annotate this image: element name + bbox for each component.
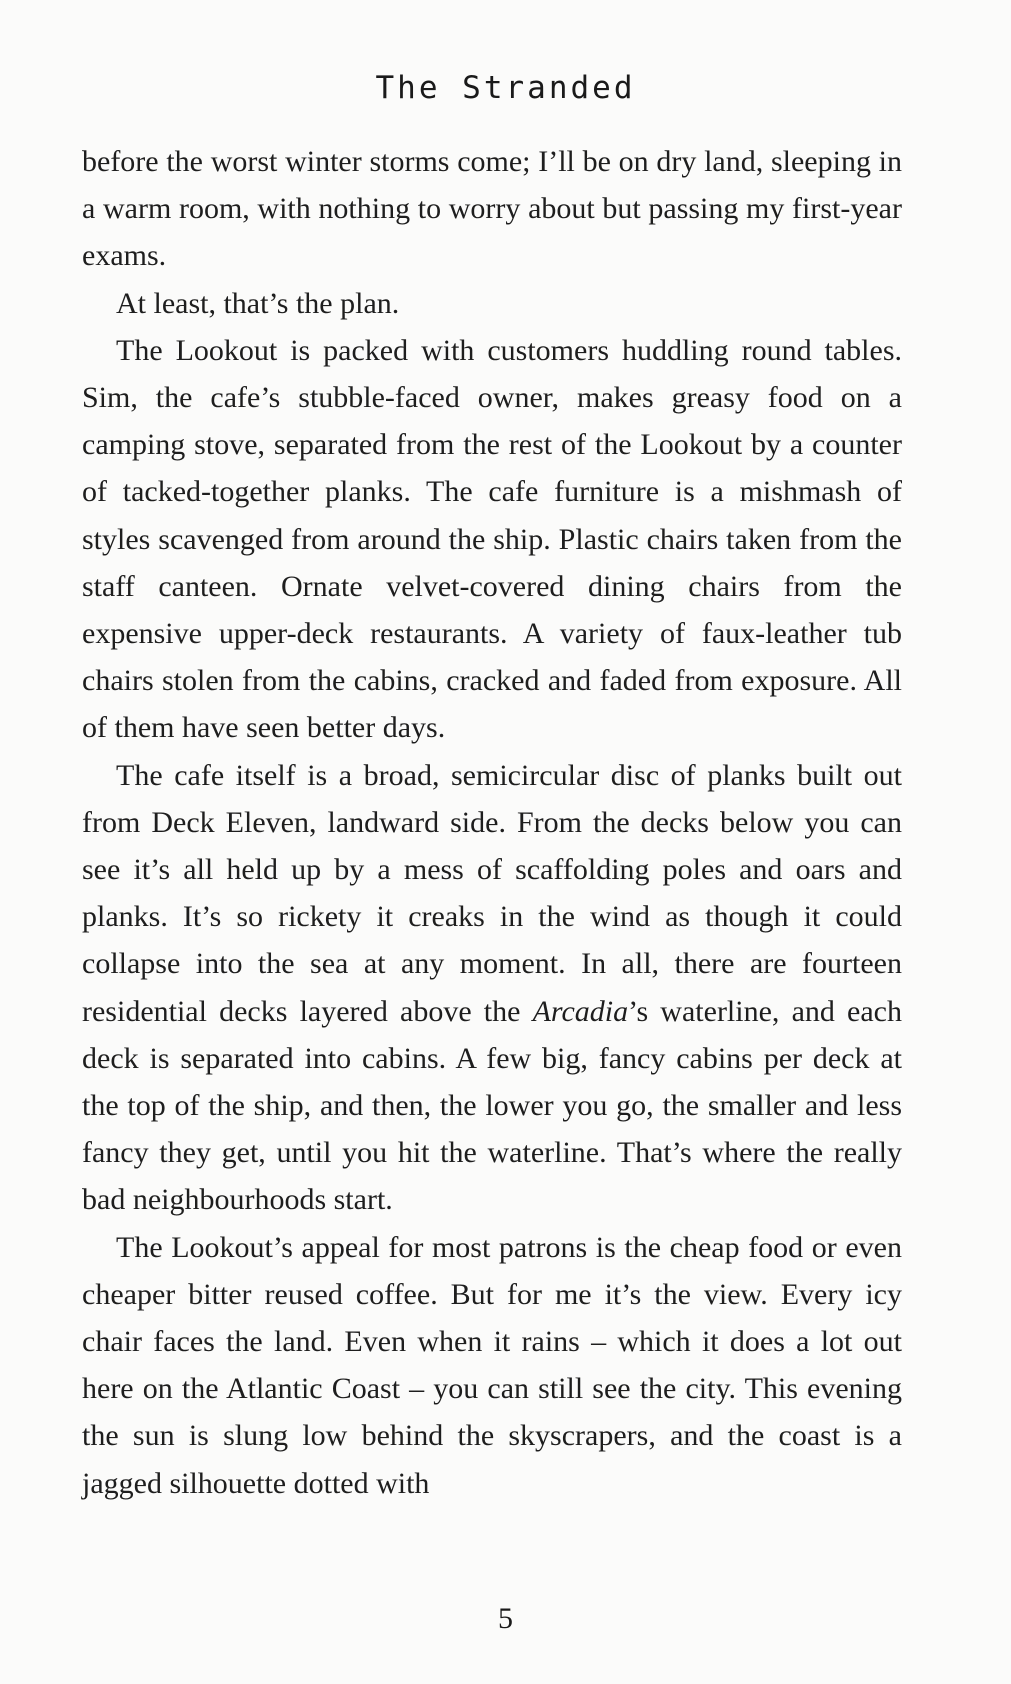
page-number: 5 xyxy=(498,1602,513,1635)
body-text xyxy=(82,138,902,1507)
paragraph-plan: At least, that’s the plan. xyxy=(116,286,400,320)
paragraph-cafe-structure-part-2: ’s waterline, and each deck is separated into cabins. A few big, fancy cabins per deck at the top of the ship, and then, the lower you go, the smaller and less fancy they get, until you hit the waterline. That’s where the really bad neighbourhoods start. xyxy=(82,994,902,1217)
ship-name-italic: Arcadia xyxy=(532,994,629,1028)
paragraph-cafe-structure xyxy=(82,752,902,1224)
paragraph-lookout-furniture: The Lookout is packed with customers huddling round tables. Sim, the cafe’s stubble-faced owner, makes greasy food on a camping stove, separated from the rest of the Lookout by a counter of tacked-together planks. The cafe furniture is a mishmash of styles scavenged from around the ship. Plastic chairs taken from the staff canteen. Ornate velvet-covered dining chairs from the expensive upper-deck restaurants. A variety of faux-leather tub chairs stolen from the cabins, cracked and faded from exposure. All of them have seen better days. xyxy=(82,333,902,745)
paragraph-cafe-structure-part-1: The cafe itself is a broad, semicircular disc of planks built out from Deck Eleven, landward side. From the decks below you can see it’s all held up by a mess of scaffolding poles and oars and planks. It’s so rickety it creaks in the wind as though it could collapse into the sea at any moment. In all, there are fourteen residential decks layered above the xyxy=(82,758,902,1028)
paragraph-continuation: before the worst winter storms come; I’ll be on dry land, sleeping in a warm room, with nothing to worry about but passing my first-year exams. xyxy=(82,145,902,273)
running-head-title: The Stranded xyxy=(375,70,636,106)
paragraph-view: The Lookout’s appeal for most patrons is the cheap food or even cheaper bitter reused coffee. But for me it’s the view. Every icy chair faces the land. Even when it rains – which it does a lot out here on the Atlantic Coast – you can still see the city. This evening the sun is slung low behind the skyscrapers, and the coast is a jagged silhouette dotted with xyxy=(82,1230,902,1500)
